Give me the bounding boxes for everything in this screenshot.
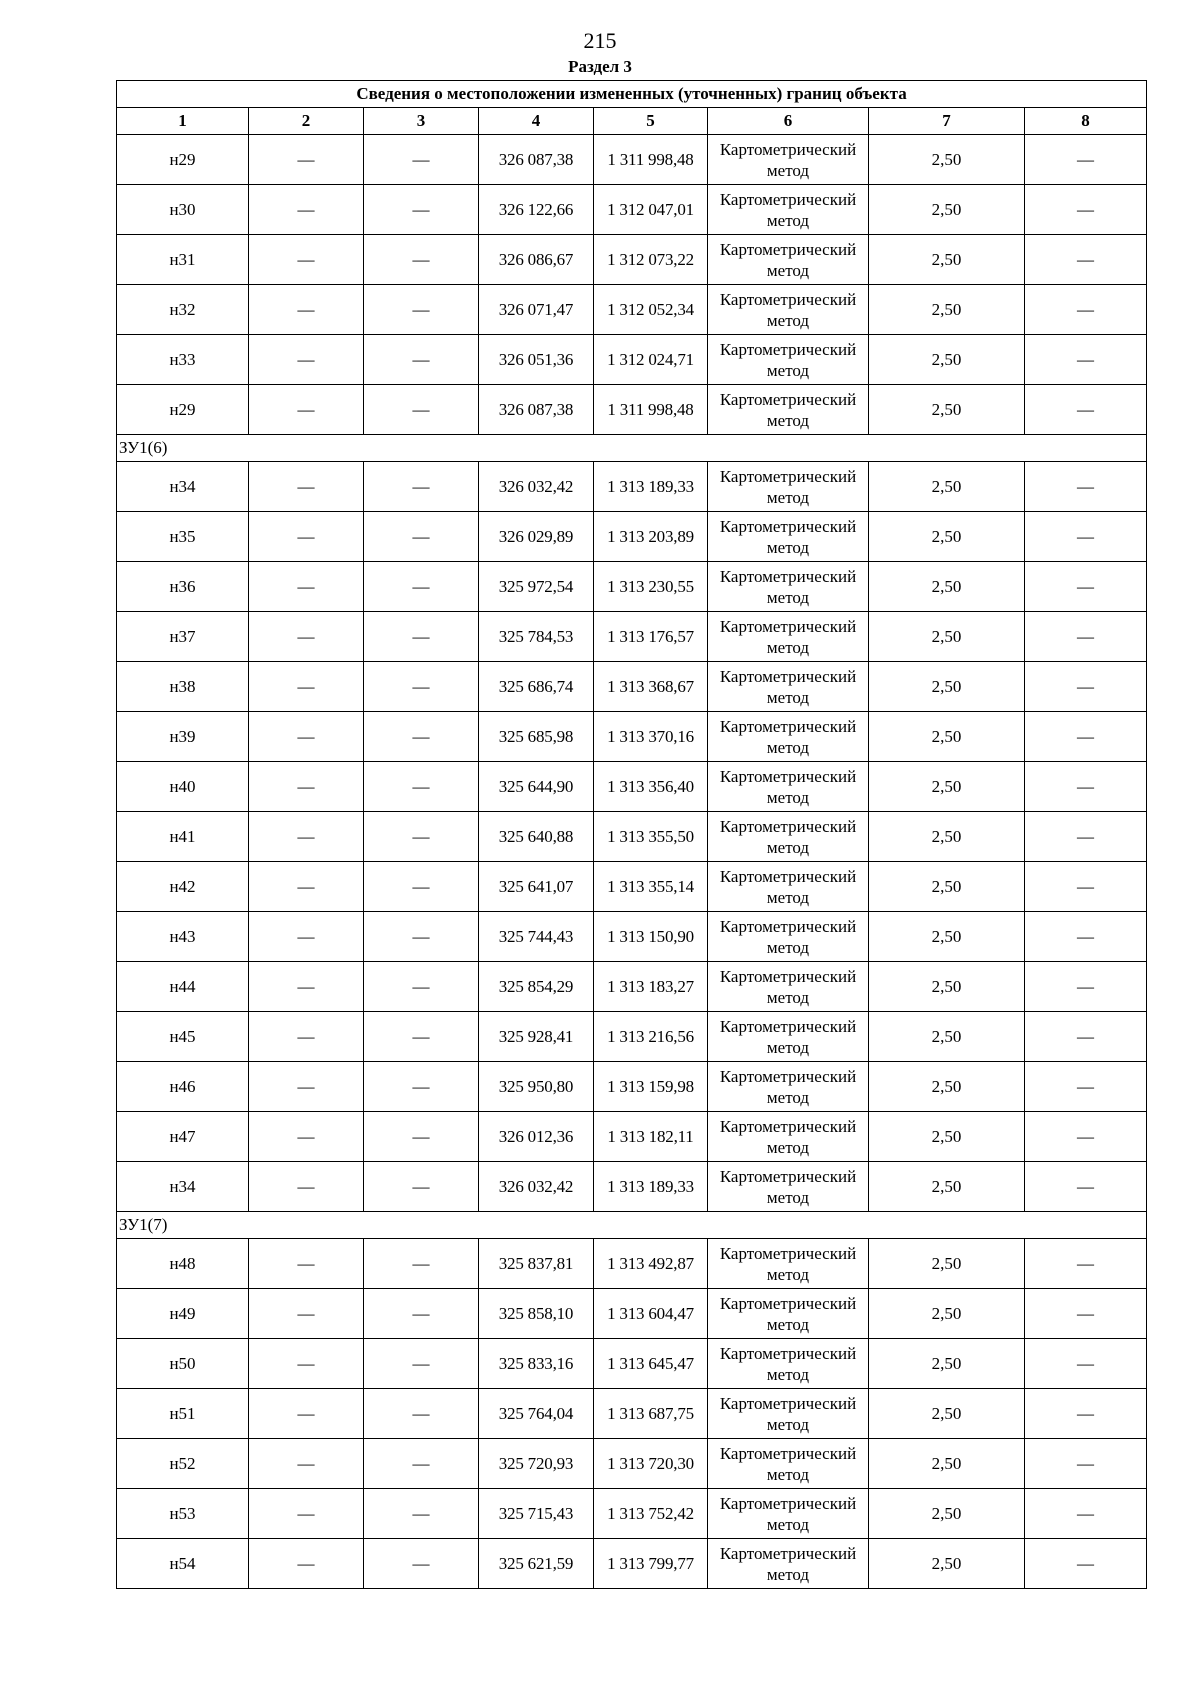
column-number-1: 1 xyxy=(117,108,249,135)
x-coordinate-cell: 325 685,98 xyxy=(479,712,594,762)
dash-cell: — xyxy=(249,1239,364,1289)
x-coordinate-cell: 325 854,29 xyxy=(479,962,594,1012)
point-name-cell: н31 xyxy=(117,235,249,285)
x-coordinate-cell: 325 972,54 xyxy=(479,562,594,612)
y-coordinate-cell: 1 313 176,57 xyxy=(594,612,708,662)
dash-cell: — xyxy=(249,962,364,1012)
accuracy-cell: 2,50 xyxy=(869,562,1025,612)
dash-cell: — xyxy=(1025,862,1147,912)
accuracy-cell: 2,50 xyxy=(869,1489,1025,1539)
point-name-cell: н33 xyxy=(117,335,249,385)
method-cell: Картометрический метод xyxy=(708,462,869,512)
dash-cell: — xyxy=(364,385,479,435)
dash-cell: — xyxy=(364,1062,479,1112)
column-number-7: 7 xyxy=(869,108,1025,135)
y-coordinate-cell: 1 312 047,01 xyxy=(594,185,708,235)
dash-cell: — xyxy=(249,762,364,812)
table-row xyxy=(117,1289,1147,1339)
point-name-cell: н30 xyxy=(117,185,249,235)
table-row xyxy=(117,235,1147,285)
y-coordinate-cell: 1 313 355,14 xyxy=(594,862,708,912)
y-coordinate-cell: 1 312 024,71 xyxy=(594,335,708,385)
table-row xyxy=(117,762,1147,812)
table-row xyxy=(117,1062,1147,1112)
x-coordinate-cell: 325 858,10 xyxy=(479,1289,594,1339)
coordinates-table xyxy=(116,80,1147,1589)
table-row xyxy=(117,612,1147,662)
dash-cell: — xyxy=(364,1012,479,1062)
accuracy-cell: 2,50 xyxy=(869,135,1025,185)
point-name-cell: н40 xyxy=(117,762,249,812)
point-name-cell: н29 xyxy=(117,385,249,435)
table-row xyxy=(117,1439,1147,1489)
accuracy-cell: 2,50 xyxy=(869,185,1025,235)
y-coordinate-cell: 1 313 356,40 xyxy=(594,762,708,812)
y-coordinate-cell: 1 313 687,75 xyxy=(594,1389,708,1439)
y-coordinate-cell: 1 313 368,67 xyxy=(594,662,708,712)
method-cell: Картометрический метод xyxy=(708,1162,869,1212)
method-cell: Картометрический метод xyxy=(708,335,869,385)
method-cell: Картометрический метод xyxy=(708,1062,869,1112)
table-row xyxy=(117,185,1147,235)
column-number-3: 3 xyxy=(364,108,479,135)
y-coordinate-cell: 1 313 799,77 xyxy=(594,1539,708,1589)
y-coordinate-cell: 1 313 720,30 xyxy=(594,1439,708,1489)
point-name-cell: н50 xyxy=(117,1339,249,1389)
dash-cell: — xyxy=(1025,385,1147,435)
accuracy-cell: 2,50 xyxy=(869,462,1025,512)
dash-cell: — xyxy=(1025,1339,1147,1389)
column-number-6: 6 xyxy=(708,108,869,135)
method-cell: Картометрический метод xyxy=(708,712,869,762)
y-coordinate-cell: 1 313 203,89 xyxy=(594,512,708,562)
dash-cell: — xyxy=(1025,1062,1147,1112)
dash-cell: — xyxy=(364,1489,479,1539)
dash-cell: — xyxy=(249,1112,364,1162)
dash-cell: — xyxy=(249,1489,364,1539)
y-coordinate-cell: 1 313 159,98 xyxy=(594,1062,708,1112)
x-coordinate-cell: 326 032,42 xyxy=(479,462,594,512)
method-cell: Картометрический метод xyxy=(708,962,869,1012)
dash-cell: — xyxy=(249,1012,364,1062)
dash-cell: — xyxy=(249,135,364,185)
column-number-8: 8 xyxy=(1025,108,1147,135)
x-coordinate-cell: 326 071,47 xyxy=(479,285,594,335)
dash-cell: — xyxy=(1025,512,1147,562)
dash-cell: — xyxy=(364,285,479,335)
table-row xyxy=(117,662,1147,712)
method-cell: Картометрический метод xyxy=(708,912,869,962)
dash-cell: — xyxy=(1025,1539,1147,1589)
accuracy-cell: 2,50 xyxy=(869,512,1025,562)
table-row xyxy=(117,1012,1147,1062)
point-name-cell: н54 xyxy=(117,1539,249,1589)
dash-cell: — xyxy=(364,135,479,185)
x-coordinate-cell: 325 621,59 xyxy=(479,1539,594,1589)
accuracy-cell: 2,50 xyxy=(869,285,1025,335)
point-name-cell: н41 xyxy=(117,812,249,862)
point-name-cell: н43 xyxy=(117,912,249,962)
dash-cell: — xyxy=(249,812,364,862)
group-label: ЗУ1(6) xyxy=(117,435,1147,462)
point-name-cell: н32 xyxy=(117,285,249,335)
point-name-cell: н29 xyxy=(117,135,249,185)
point-name-cell: н49 xyxy=(117,1289,249,1339)
point-name-cell: н35 xyxy=(117,512,249,562)
accuracy-cell: 2,50 xyxy=(869,335,1025,385)
dash-cell: — xyxy=(1025,912,1147,962)
x-coordinate-cell: 325 715,43 xyxy=(479,1489,594,1539)
method-cell: Картометрический метод xyxy=(708,512,869,562)
dash-cell: — xyxy=(1025,562,1147,612)
accuracy-cell: 2,50 xyxy=(869,385,1025,435)
method-cell: Картометрический метод xyxy=(708,1389,869,1439)
table-row xyxy=(117,335,1147,385)
dash-cell: — xyxy=(249,512,364,562)
accuracy-cell: 2,50 xyxy=(869,1339,1025,1389)
accuracy-cell: 2,50 xyxy=(869,862,1025,912)
point-name-cell: н36 xyxy=(117,562,249,612)
y-coordinate-cell: 1 312 052,34 xyxy=(594,285,708,335)
x-coordinate-cell: 325 764,04 xyxy=(479,1389,594,1439)
dash-cell: — xyxy=(249,1339,364,1389)
accuracy-cell: 2,50 xyxy=(869,1112,1025,1162)
method-cell: Картометрический метод xyxy=(708,385,869,435)
y-coordinate-cell: 1 313 150,90 xyxy=(594,912,708,962)
dash-cell: — xyxy=(364,1389,479,1439)
dash-cell: — xyxy=(364,1112,479,1162)
point-name-cell: н34 xyxy=(117,462,249,512)
accuracy-cell: 2,50 xyxy=(869,1439,1025,1489)
dash-cell: — xyxy=(1025,185,1147,235)
dash-cell: — xyxy=(1025,1162,1147,1212)
method-cell: Картометрический метод xyxy=(708,285,869,335)
dash-cell: — xyxy=(1025,762,1147,812)
method-cell: Картометрический метод xyxy=(708,135,869,185)
accuracy-cell: 2,50 xyxy=(869,235,1025,285)
method-cell: Картометрический метод xyxy=(708,1489,869,1539)
method-cell: Картометрический метод xyxy=(708,662,869,712)
y-coordinate-cell: 1 313 604,47 xyxy=(594,1289,708,1339)
table-row xyxy=(117,1389,1147,1439)
table-body xyxy=(117,135,1147,1589)
dash-cell: — xyxy=(249,1162,364,1212)
dash-cell: — xyxy=(364,462,479,512)
point-name-cell: н53 xyxy=(117,1489,249,1539)
dash-cell: — xyxy=(249,662,364,712)
table-row xyxy=(117,812,1147,862)
dash-cell: — xyxy=(1025,335,1147,385)
point-name-cell: н44 xyxy=(117,962,249,1012)
table-row xyxy=(117,285,1147,335)
dash-cell: — xyxy=(364,562,479,612)
dash-cell: — xyxy=(249,862,364,912)
dash-cell: — xyxy=(364,1239,479,1289)
dash-cell: — xyxy=(249,562,364,612)
accuracy-cell: 2,50 xyxy=(869,662,1025,712)
point-name-cell: н39 xyxy=(117,712,249,762)
dash-cell: — xyxy=(364,1339,479,1389)
method-cell: Картометрический метод xyxy=(708,1112,869,1162)
y-coordinate-cell: 1 313 752,42 xyxy=(594,1489,708,1539)
dash-cell: — xyxy=(364,185,479,235)
x-coordinate-cell: 325 640,88 xyxy=(479,812,594,862)
dash-cell: — xyxy=(364,1439,479,1489)
dash-cell: — xyxy=(1025,812,1147,862)
table-row xyxy=(117,135,1147,185)
method-cell: Картометрический метод xyxy=(708,1539,869,1589)
table-row xyxy=(117,1112,1147,1162)
dash-cell: — xyxy=(1025,712,1147,762)
accuracy-cell: 2,50 xyxy=(869,1012,1025,1062)
dash-cell: — xyxy=(364,862,479,912)
dash-cell: — xyxy=(249,1539,364,1589)
table-row xyxy=(117,1339,1147,1389)
dash-cell: — xyxy=(364,512,479,562)
point-name-cell: н51 xyxy=(117,1389,249,1439)
table-row xyxy=(117,1162,1147,1212)
y-coordinate-cell: 1 313 189,33 xyxy=(594,1162,708,1212)
dash-cell: — xyxy=(1025,1489,1147,1539)
x-coordinate-cell: 325 833,16 xyxy=(479,1339,594,1389)
point-name-cell: н52 xyxy=(117,1439,249,1489)
table-row xyxy=(117,1539,1147,1589)
dash-cell: — xyxy=(364,962,479,1012)
y-coordinate-cell: 1 313 370,16 xyxy=(594,712,708,762)
table-row xyxy=(117,912,1147,962)
dash-cell: — xyxy=(1025,462,1147,512)
column-number-2: 2 xyxy=(249,108,364,135)
dash-cell: — xyxy=(364,235,479,285)
point-name-cell: н47 xyxy=(117,1112,249,1162)
x-coordinate-cell: 325 950,80 xyxy=(479,1062,594,1112)
column-number-row xyxy=(117,108,1147,135)
dash-cell: — xyxy=(1025,612,1147,662)
table-row xyxy=(117,862,1147,912)
x-coordinate-cell: 326 087,38 xyxy=(479,385,594,435)
point-name-cell: н38 xyxy=(117,662,249,712)
dash-cell: — xyxy=(364,812,479,862)
column-number-5: 5 xyxy=(594,108,708,135)
table-row xyxy=(117,512,1147,562)
table-row xyxy=(117,462,1147,512)
dash-cell: — xyxy=(1025,1239,1147,1289)
table-title-row xyxy=(117,81,1147,108)
x-coordinate-cell: 326 122,66 xyxy=(479,185,594,235)
x-coordinate-cell: 325 928,41 xyxy=(479,1012,594,1062)
dash-cell: — xyxy=(1025,1389,1147,1439)
accuracy-cell: 2,50 xyxy=(869,1162,1025,1212)
accuracy-cell: 2,50 xyxy=(869,962,1025,1012)
method-cell: Картометрический метод xyxy=(708,1012,869,1062)
dash-cell: — xyxy=(364,912,479,962)
table-row xyxy=(117,562,1147,612)
x-coordinate-cell: 326 051,36 xyxy=(479,335,594,385)
method-cell: Картометрический метод xyxy=(708,612,869,662)
x-coordinate-cell: 325 641,07 xyxy=(479,862,594,912)
dash-cell: — xyxy=(249,612,364,662)
dash-cell: — xyxy=(249,1289,364,1339)
y-coordinate-cell: 1 313 230,55 xyxy=(594,562,708,612)
dash-cell: — xyxy=(364,1289,479,1339)
x-coordinate-cell: 326 012,36 xyxy=(479,1112,594,1162)
x-coordinate-cell: 325 686,74 xyxy=(479,662,594,712)
x-coordinate-cell: 326 086,67 xyxy=(479,235,594,285)
group-row xyxy=(117,1212,1147,1239)
accuracy-cell: 2,50 xyxy=(869,612,1025,662)
x-coordinate-cell: 326 087,38 xyxy=(479,135,594,185)
dash-cell: — xyxy=(249,462,364,512)
y-coordinate-cell: 1 313 492,87 xyxy=(594,1239,708,1289)
table-row xyxy=(117,712,1147,762)
y-coordinate-cell: 1 313 645,47 xyxy=(594,1339,708,1389)
accuracy-cell: 2,50 xyxy=(869,1389,1025,1439)
dash-cell: — xyxy=(249,912,364,962)
y-coordinate-cell: 1 313 189,33 xyxy=(594,462,708,512)
page-number: 215 xyxy=(583,28,617,53)
dash-cell: — xyxy=(249,335,364,385)
group-row xyxy=(117,435,1147,462)
dash-cell: — xyxy=(249,1062,364,1112)
x-coordinate-cell: 325 784,53 xyxy=(479,612,594,662)
accuracy-cell: 2,50 xyxy=(869,1289,1025,1339)
dash-cell: — xyxy=(1025,285,1147,335)
section-title: Раздел 3 xyxy=(568,57,632,76)
dash-cell: — xyxy=(1025,962,1147,1012)
x-coordinate-cell: 325 744,43 xyxy=(479,912,594,962)
dash-cell: — xyxy=(364,1162,479,1212)
dash-cell: — xyxy=(249,385,364,435)
accuracy-cell: 2,50 xyxy=(869,1239,1025,1289)
method-cell: Картометрический метод xyxy=(708,1339,869,1389)
point-name-cell: н46 xyxy=(117,1062,249,1112)
table-title: Сведения о местоположении измененных (уточненных) границ объекта xyxy=(117,81,1147,108)
dash-cell: — xyxy=(249,712,364,762)
method-cell: Картометрический метод xyxy=(708,1289,869,1339)
dash-cell: — xyxy=(1025,1112,1147,1162)
point-name-cell: н42 xyxy=(117,862,249,912)
x-coordinate-cell: 326 032,42 xyxy=(479,1162,594,1212)
dash-cell: — xyxy=(364,762,479,812)
dash-cell: — xyxy=(1025,1012,1147,1062)
point-name-cell: н45 xyxy=(117,1012,249,1062)
dash-cell: — xyxy=(364,612,479,662)
y-coordinate-cell: 1 313 355,50 xyxy=(594,812,708,862)
dash-cell: — xyxy=(249,1389,364,1439)
accuracy-cell: 2,50 xyxy=(869,1539,1025,1589)
y-coordinate-cell: 1 311 998,48 xyxy=(594,135,708,185)
dash-cell: — xyxy=(364,712,479,762)
table-row xyxy=(117,1489,1147,1539)
method-cell: Картометрический метод xyxy=(708,235,869,285)
point-name-cell: н34 xyxy=(117,1162,249,1212)
dash-cell: — xyxy=(1025,662,1147,712)
dash-cell: — xyxy=(1025,135,1147,185)
dash-cell: — xyxy=(364,662,479,712)
accuracy-cell: 2,50 xyxy=(869,712,1025,762)
dash-cell: — xyxy=(249,1439,364,1489)
dash-cell: — xyxy=(364,1539,479,1589)
method-cell: Картометрический метод xyxy=(708,1439,869,1489)
table-row xyxy=(117,1239,1147,1289)
y-coordinate-cell: 1 311 998,48 xyxy=(594,385,708,435)
accuracy-cell: 2,50 xyxy=(869,762,1025,812)
x-coordinate-cell: 325 837,81 xyxy=(479,1239,594,1289)
method-cell: Картометрический метод xyxy=(708,862,869,912)
point-name-cell: н37 xyxy=(117,612,249,662)
dash-cell: — xyxy=(1025,235,1147,285)
x-coordinate-cell: 326 029,89 xyxy=(479,512,594,562)
dash-cell: — xyxy=(1025,1439,1147,1489)
group-label: ЗУ1(7) xyxy=(117,1212,1147,1239)
accuracy-cell: 2,50 xyxy=(869,812,1025,862)
y-coordinate-cell: 1 313 183,27 xyxy=(594,962,708,1012)
y-coordinate-cell: 1 313 216,56 xyxy=(594,1012,708,1062)
method-cell: Картометрический метод xyxy=(708,762,869,812)
method-cell: Картометрический метод xyxy=(708,185,869,235)
table-row xyxy=(117,385,1147,435)
y-coordinate-cell: 1 313 182,11 xyxy=(594,1112,708,1162)
table-row xyxy=(117,962,1147,1012)
method-cell: Картометрический метод xyxy=(708,812,869,862)
column-number-4: 4 xyxy=(479,108,594,135)
dash-cell: — xyxy=(249,285,364,335)
method-cell: Картометрический метод xyxy=(708,562,869,612)
dash-cell: — xyxy=(364,335,479,385)
accuracy-cell: 2,50 xyxy=(869,912,1025,962)
y-coordinate-cell: 1 312 073,22 xyxy=(594,235,708,285)
method-cell: Картометрический метод xyxy=(708,1239,869,1289)
accuracy-cell: 2,50 xyxy=(869,1062,1025,1112)
dash-cell: — xyxy=(249,185,364,235)
dash-cell: — xyxy=(249,235,364,285)
x-coordinate-cell: 325 644,90 xyxy=(479,762,594,812)
x-coordinate-cell: 325 720,93 xyxy=(479,1439,594,1489)
point-name-cell: н48 xyxy=(117,1239,249,1289)
dash-cell: — xyxy=(1025,1289,1147,1339)
